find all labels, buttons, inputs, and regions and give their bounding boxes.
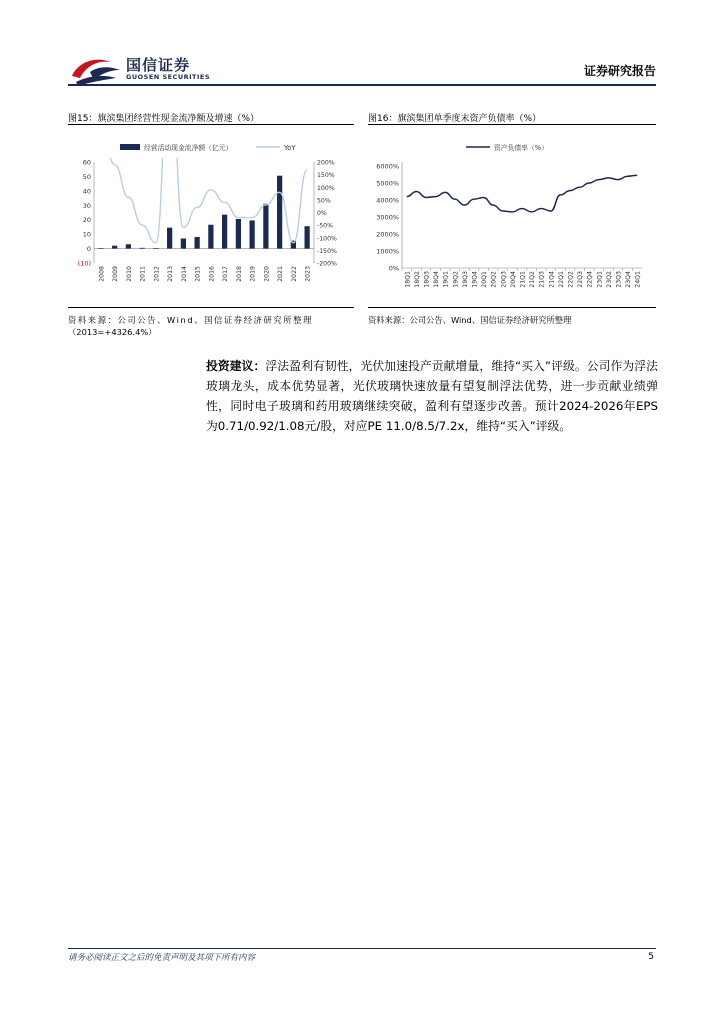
y-tick-label: 5000% [376, 179, 399, 188]
year-label: 2009 [112, 266, 120, 282]
y-tick-label: 0% [388, 264, 399, 273]
year-label: 2018 [235, 266, 243, 282]
quarter-label: 24Q1 [634, 271, 642, 288]
quarter-label: 22Q2 [567, 271, 575, 288]
right-tick-label: 150% [317, 172, 335, 180]
cashflow-bar [195, 237, 200, 249]
year-label: 2011 [139, 266, 147, 282]
cashflow-bar [277, 176, 282, 249]
quarter-label: 19Q2 [452, 271, 460, 288]
legend-line-label: 资产负债率（%） [494, 144, 549, 152]
cashflow-bar [236, 219, 241, 249]
y-tick-label: 3000% [376, 213, 399, 222]
investment-advice-lead: 投资建议： [206, 359, 266, 373]
quarter-label: 21Q1 [519, 271, 527, 288]
y-tick-label: 4000% [376, 196, 399, 205]
debt-ratio-chart [368, 130, 656, 306]
figure-15-source: 资料来源：公司公告、Wind、国信证券经济研究所整理 [68, 315, 313, 325]
quarter-label: 20Q2 [490, 271, 498, 288]
investment-advice-text: 浮法盈利有韧性，光伏加速投产贡献增量，维持“买入”评级。公司作为浮法玻璃龙头，成本优势显著，光伏玻璃快速放量有望复制浮法优势，进一步贡献业绩弹性，同时电子玻璃和药用玻璃继续突破，盈利有望逐步改善。预计2024-2026年EPS为0.71/0.92/1.08元/股，对应PE 11.0/8.5/7.2x，维持“买入”评级。 [206, 359, 658, 433]
left-tick-label: 0 [86, 245, 91, 254]
year-label: 2017 [222, 266, 230, 282]
figure-16-source: 资料来源：公司公告、Wind、国信证券经济研究所整理 [368, 315, 572, 325]
year-label: 2019 [249, 266, 257, 282]
figure-15-title-rule [68, 124, 354, 125]
cashflow-bar [181, 238, 186, 248]
cashflow-bar [98, 248, 103, 249]
quarter-label: 20Q4 [509, 271, 517, 288]
quarter-label: 19Q3 [461, 271, 469, 288]
right-tick-label: 50% [317, 197, 331, 205]
figure-16-title-rule [368, 124, 656, 125]
y-tick-label: 2000% [376, 230, 399, 239]
investment-advice-paragraph [206, 356, 658, 436]
year-label: 2012 [153, 266, 161, 282]
left-tick-label: 40 [82, 187, 91, 196]
footer-divider [68, 948, 656, 949]
right-tick-label: -50% [317, 222, 333, 230]
legend-line-label: YoY [284, 144, 296, 152]
cashflow-bar [153, 248, 158, 249]
cashflow-bar [208, 225, 213, 249]
quarter-label: 23Q3 [615, 271, 623, 288]
cashflow-chart [68, 130, 354, 306]
legend-bar-label: 经营活动现金流净额（亿元） [144, 144, 233, 152]
figure-15-title: 图15：旗滨集团经营性现金流净额及增速（%） [68, 114, 260, 124]
quarter-label: 21Q3 [538, 271, 546, 288]
right-tick-label: -150% [317, 247, 337, 255]
quarter-label: 18Q2 [413, 271, 421, 288]
left-tick-label: 30 [82, 201, 91, 210]
year-label: 2008 [98, 266, 106, 282]
quarter-label: 21Q4 [548, 271, 556, 288]
legend-bar-swatch [120, 144, 140, 150]
year-label: 2023 [304, 266, 312, 282]
quarter-label: 19Q1 [442, 271, 450, 288]
figure-16-title: 图16：旗滨集团单季度末资产负债率（%） [368, 114, 542, 124]
quarter-label: 18Q3 [423, 271, 431, 288]
quarter-label: 19Q4 [471, 271, 479, 288]
debt-ratio-line [407, 175, 637, 212]
quarter-label: 18Q1 [404, 271, 412, 288]
figure-15-source-rule [68, 307, 354, 308]
right-tick-label: 100% [317, 184, 335, 192]
left-tick-label: 50 [82, 172, 91, 181]
y-tick-label: 1000% [376, 247, 399, 256]
quarter-label: 23Q1 [596, 271, 604, 288]
right-tick-label: -100% [317, 235, 337, 243]
year-label: 2022 [290, 266, 298, 282]
footer-disclaimer: 请务必阅读正文之后的免责声明及其项下所有内容 [68, 953, 256, 963]
year-label: 2015 [194, 266, 202, 282]
logo-name-cn: 国信证券 [126, 56, 191, 74]
header-divider [68, 84, 656, 86]
left-tick-label: 20 [82, 216, 91, 225]
cashflow-bar [112, 246, 117, 249]
logo-name-en: GUOSEN SECURITIES [126, 73, 211, 81]
y-tick-label: 6000% [376, 162, 399, 171]
left-tick-label: 60 [82, 158, 91, 167]
quarter-label: 23Q4 [625, 271, 633, 288]
page-number: 5 [648, 952, 654, 962]
left-tick-label: 10 [82, 230, 91, 239]
quarter-label: 20Q1 [481, 271, 489, 288]
cashflow-bar [140, 248, 145, 249]
quarter-label: 22Q4 [586, 271, 594, 288]
figure-16-source-rule [368, 307, 656, 308]
year-label: 2013 [167, 266, 175, 282]
year-label: 2010 [125, 266, 133, 282]
quarter-label: 23Q2 [605, 271, 613, 288]
right-tick-label: 200% [317, 159, 335, 167]
quarter-label: 22Q1 [557, 271, 565, 288]
quarter-label: 21Q2 [529, 271, 537, 288]
right-tick-label: -200% [317, 260, 337, 268]
quarter-label: 18Q4 [433, 271, 441, 288]
year-label: 2021 [277, 266, 285, 282]
left-tick-label: (10) [77, 259, 91, 268]
quarter-label: 22Q3 [577, 271, 585, 288]
quarter-label: 20Q3 [500, 271, 508, 288]
right-tick-label: 0% [317, 210, 327, 217]
figure-15-note: （2013=+4326.4%） [68, 327, 157, 337]
cashflow-bar [126, 244, 131, 248]
year-label: 2020 [263, 266, 271, 282]
cashflow-bar [222, 215, 227, 249]
year-label: 2016 [208, 266, 216, 282]
cashflow-bar [250, 220, 255, 248]
cashflow-bar [305, 226, 310, 248]
cashflow-bar [167, 228, 172, 249]
year-label: 2014 [180, 266, 188, 282]
report-type-title: 证券研究报告 [583, 64, 656, 78]
cashflow-bar [263, 204, 268, 249]
